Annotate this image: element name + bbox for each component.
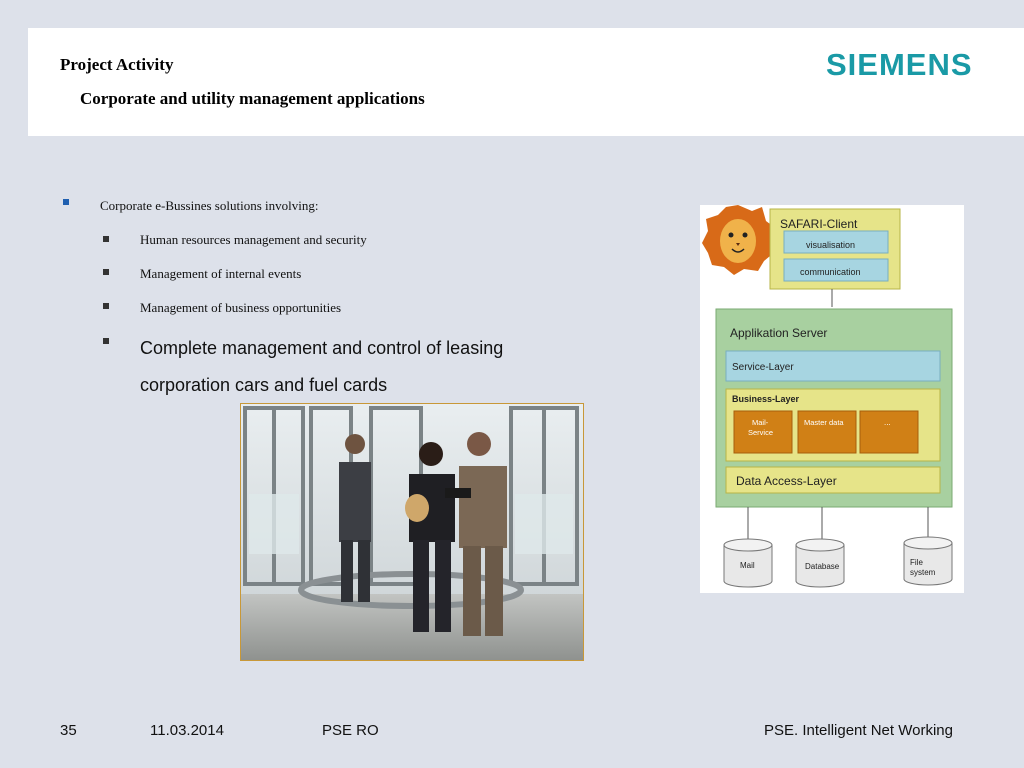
architecture-diagram (700, 205, 964, 593)
sub-bullet-text: Management of business opportunities (140, 300, 342, 315)
storage-label: system (910, 568, 936, 577)
bullet-square-icon (103, 338, 109, 344)
module-label: Master data (804, 418, 844, 427)
slide-title: Project Activity (60, 55, 174, 74)
data-layer-label: Data Access-Layer (736, 474, 837, 488)
business-layer-label: Business-Layer (732, 394, 800, 404)
server-title: Applikation Server (730, 326, 828, 340)
footer-date: 11.03.2014 (150, 722, 224, 739)
bullet-square-icon (103, 269, 109, 275)
lion-logo-icon (702, 205, 776, 275)
module-label: ... (884, 418, 891, 427)
bullet-square-icon (103, 303, 109, 309)
client-box-label: communication (800, 267, 861, 277)
footer-department: PSE RO (322, 722, 379, 739)
sub-bullet-text: Management of internal events (140, 266, 302, 281)
page-number: 35 (60, 722, 77, 739)
siemens-logo: SIEMENS (826, 47, 973, 82)
storage-connectors (748, 507, 928, 541)
storage-label: Database (805, 562, 840, 571)
storage-label: Mail (740, 561, 755, 570)
highlight-bullet-text (140, 330, 600, 404)
service-layer-label: Service-Layer (732, 362, 794, 373)
office-scene-illustration (241, 404, 583, 660)
client-box-label: visualisation (806, 240, 856, 250)
client-title: SAFARI-Client (780, 217, 858, 231)
highlight-line: Complete management and control of leasing (140, 338, 504, 358)
storage-label: File (910, 558, 923, 567)
module-label: Service (748, 428, 774, 437)
business-people-photo (240, 403, 584, 661)
main-bullet-text: Corporate e-Bussines solutions involving: (100, 198, 319, 213)
sub-bullet-text: Human resources management and security (140, 232, 367, 247)
bullet-square-icon (63, 199, 69, 205)
highlight-line: corporation cars and fuel cards (140, 375, 388, 395)
slide-subtitle: Corporate and utility management applications (80, 89, 425, 108)
bullet-square-icon (103, 236, 109, 242)
architecture-diagram-svg (700, 205, 964, 593)
footer-tagline: PSE. Intelligent Net Working (764, 722, 953, 739)
module-label: Mail- (752, 418, 769, 427)
